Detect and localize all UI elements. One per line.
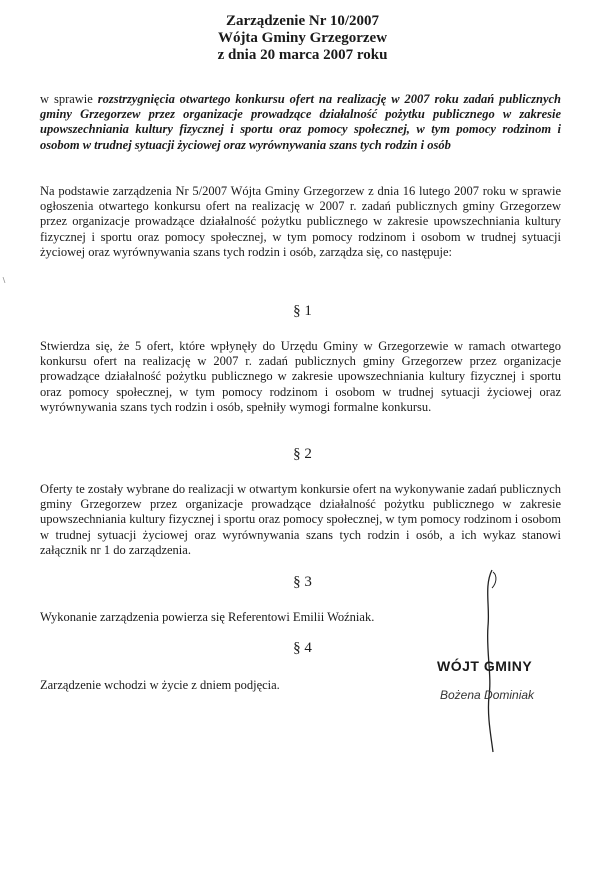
subject-topic: rozstrzygnięcia otwartego konkursu ofert na realizację w 2007 roku zadań publicznych gminy Grzegorzew przez organizacje prowadzące działalność pożytku publicznego w zakresie upowszechniania kultury fizycznej i sportu oraz pomocy społecznej, w tym pomocy rodzinom i osobom w trudnej sytuacji życiowej oraz wyrównywania szans tych rodzin i osób <box>40 92 561 152</box>
section-2-heading: § 2 <box>293 446 312 462</box>
section-2-text: Oferty te zostały wybrane do realizacji w otwartym konkursie ofert na wykonywanie zadań publicznych gminy Grzegorzew przez organizacje prowadzące działalność pożytku publicznego w zakresie upowszechniania kultury fizycznej i sportu oraz pomocy społecznej, w tym pomocy rodzinom i osobom w trudnej sytuacji życiowej oraz wyrównywania szans tych rodzin i osób, a ich wykaz stanowi załącznik nr 1 do zarządzenia. <box>40 482 561 557</box>
scan-speck <box>2 277 6 283</box>
document-title: Zarządzenie Nr 10/2007 <box>225 13 380 29</box>
section-1-heading: § 1 <box>293 303 312 319</box>
document-date: z dnia 20 marca 2007 roku <box>217 47 388 63</box>
signature-block <box>437 658 577 702</box>
section-3-text: Wykonanie zarządzenia powierza się Referentowi Emilii Woźniak. <box>40 610 375 624</box>
signature-name: Bożena Dominiak <box>440 688 535 702</box>
section-4-text: Zarządzenie wchodzi w życie z dniem podjęcia. <box>40 678 280 692</box>
legal-basis: Na podstawie zarządzenia Nr 5/2007 Wójta Gminy Grzegorzew z dnia 16 lutego 2007 roku w sprawie ogłoszenia otwartego konkursu ofert na realizację w 2007 r. zadań publicznych gminy Grzegorzew przez organizacje prowadzące działalność pożytku publicznego w zakresie upowszechniania kultury fizycznej i sportu oraz pomocy społecznej, w tym pomocy rodzinom i osobom w trudnej sytuacji życiowej oraz wyrównywania szans tych rodzin i osób, zarządza się, co następuje: <box>40 184 561 259</box>
section-1-text: Stwierdza się, że 5 ofert, które wpłynęły do Urzędu Gminy w Grzegorzewie w ramach otwartego konkursu ofert na realizację w 2007 r. zadań publicznych gminy Grzegorzew przez organizacje prowadzące działalność pożytku publicznego w zakresie upowszechniania kultury fizycznej i sportu oraz pomocy społecznej, w tym pomocy rodzinom i osobom w trudnej sytuacji życiowej oraz wyrównywania szans tych rodzin i osób, spełniły wymogi formalne konkursu. <box>40 339 561 414</box>
document-header <box>0 13 605 64</box>
subject-lead: w sprawie <box>40 92 98 106</box>
section-4-heading: § 4 <box>293 640 312 656</box>
section-3-heading: § 3 <box>293 574 312 590</box>
signature-title: WÓJT GMINY <box>437 658 533 674</box>
document-subject <box>40 92 561 153</box>
document-issuer: Wójta Gminy Grzegorzew <box>217 30 388 46</box>
